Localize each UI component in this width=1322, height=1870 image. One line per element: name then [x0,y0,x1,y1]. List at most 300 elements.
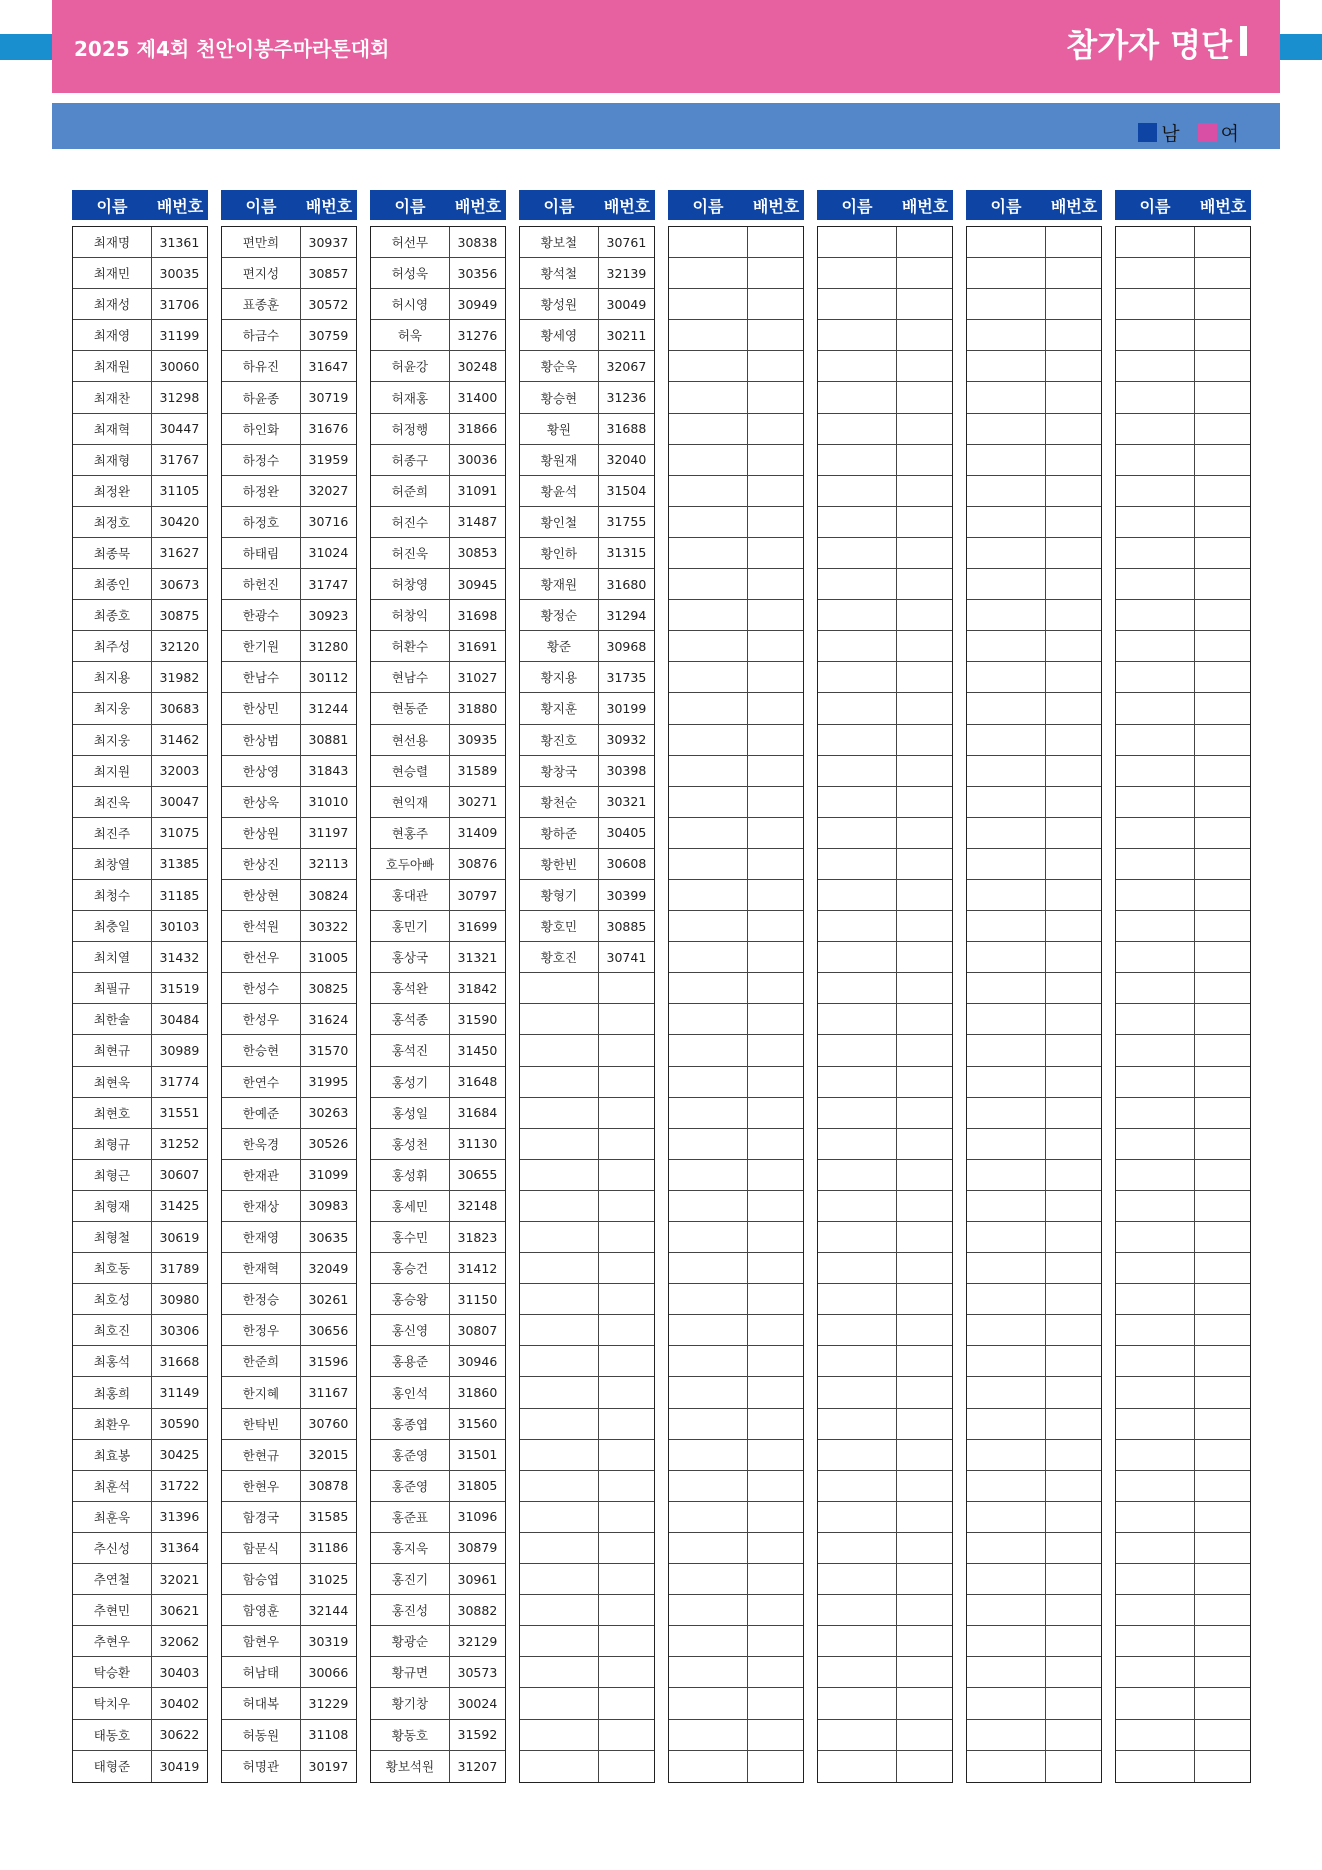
participant-name [967,787,1046,817]
bib-number [897,227,952,257]
table-row [669,1284,803,1315]
table-row [669,1440,803,1471]
bib-number [1046,662,1101,692]
bib-number [1195,1751,1250,1782]
participant-name [967,1720,1046,1750]
bib-number: 31185 [159,887,200,903]
table-row [967,1191,1101,1222]
participant-name [520,1346,599,1376]
bib-number: 30968 [606,638,647,654]
table-row [967,880,1101,911]
table-row [818,818,952,849]
table-row [967,1440,1101,1471]
participant-name [818,880,897,910]
table-row [818,538,952,569]
bib-number [897,569,952,599]
bib-number [599,973,654,1003]
participant-name [967,600,1046,630]
table-row [1116,414,1250,445]
participant-name [1116,1409,1195,1439]
bib-number: 30932 [606,732,647,748]
participant-name [1116,1222,1195,1252]
bib-number: 31027 [457,669,498,685]
table-row [669,600,803,631]
table-row [818,1098,952,1129]
table-row [967,942,1101,973]
bib-number: 31462 [159,732,200,748]
participant-name: 허환수 [371,631,450,661]
table-row [967,258,1101,289]
bib-number [897,1129,952,1159]
bib-number: 31252 [159,1136,200,1152]
table-row [967,818,1101,849]
table-row [669,973,803,1004]
table-row [669,351,803,382]
bib-number [1046,1533,1101,1563]
table-row [222,849,356,880]
bib-number: 31592 [457,1727,498,1743]
participant-name: 황기창 [371,1688,450,1718]
participant-name [1116,227,1195,257]
bib-number [748,973,803,1003]
table-row [371,1098,505,1129]
bib-number: 30399 [606,887,647,903]
column-body [668,226,804,1783]
table-row [222,880,356,911]
participant-name [1116,1098,1195,1128]
bib-number [599,1098,654,1128]
table-row [669,631,803,662]
participant-name: 최창열 [73,849,152,879]
table-row [669,227,803,258]
participant-name [1116,320,1195,350]
table-row [520,818,654,849]
participant-name [818,942,897,972]
table-row [1116,1377,1250,1408]
participant-name [669,849,748,879]
bib-number: 31767 [159,452,200,468]
table-row [967,1315,1101,1346]
bib-number: 31504 [606,483,647,499]
table-row [818,476,952,507]
participant-name: 하인화 [222,414,301,444]
bib-number [897,725,952,755]
participant-name [1116,725,1195,755]
table-row [371,1502,505,1533]
table-row [73,973,207,1004]
participant-name [818,476,897,506]
participant-name: 최지용 [73,662,152,692]
table-row [222,756,356,787]
table-row [818,1004,952,1035]
bib-number: 30103 [159,918,200,934]
participant-name: 함승엽 [222,1564,301,1594]
participant-name: 최재찬 [73,382,152,412]
bib-number: 30573 [457,1664,498,1680]
participant-name: 황규면 [371,1657,450,1687]
participant-name: 한현규 [222,1440,301,1470]
header-bib: 배번호 [752,196,800,216]
bib-number [897,1284,952,1314]
participant-name [967,631,1046,661]
table-row [222,1346,356,1377]
table-row [1116,351,1250,382]
header-bib: 배번호 [454,196,502,216]
bib-number: 30608 [606,856,647,872]
bib-number: 31364 [159,1540,200,1556]
participant-name: 추연철 [73,1564,152,1594]
bib-number [1046,1222,1101,1252]
table-row [73,1409,207,1440]
bib-number: 30797 [457,887,498,903]
bib-number: 32148 [457,1198,498,1214]
bib-number [748,1440,803,1470]
table-row [1116,1440,1250,1471]
table-row [967,476,1101,507]
participant-name [967,569,1046,599]
bib-number [599,1315,654,1345]
bib-number [897,1502,952,1532]
table-row [73,1346,207,1377]
table-row [669,258,803,289]
table-row [520,725,654,756]
table-row [371,414,505,445]
participant-name: 최형철 [73,1222,152,1252]
event-title: 2025 제4회 천안이봉주마라톤대회 [74,37,390,61]
table-row [520,1284,654,1315]
table-row [967,1377,1101,1408]
table-row [73,849,207,880]
participant-name: 현익재 [371,787,450,817]
table-row [669,1004,803,1035]
participant-name [967,1160,1046,1190]
table-row [967,1688,1101,1719]
table-row [222,1191,356,1222]
participant-name: 홍진성 [371,1595,450,1625]
participant-name [669,1751,748,1782]
bib-number: 31647 [308,358,349,374]
participant-name: 허진욱 [371,538,450,568]
participant-name: 최청수 [73,880,152,910]
column-body [817,226,953,1783]
table-row [73,911,207,942]
table-row [669,1657,803,1688]
participant-name: 최형재 [73,1191,152,1221]
table-row [818,1471,952,1502]
table-row [520,227,654,258]
participant-name [967,725,1046,755]
participant-name [520,1191,599,1221]
participant-name [967,1533,1046,1563]
participant-name: 홍성기 [371,1067,450,1097]
table-row [371,507,505,538]
participant-name [967,911,1046,941]
participant-name [818,1502,897,1532]
table-row [1116,1315,1250,1346]
participant-name: 허동원 [222,1720,301,1750]
participant-name [818,1688,897,1718]
bib-number: 31197 [308,825,349,841]
table-row [222,631,356,662]
bib-number: 30049 [606,296,647,312]
table-row [1116,1626,1250,1657]
bib-number [897,1409,952,1439]
table-row [222,1471,356,1502]
participant-name: 황원 [520,414,599,444]
bib-number: 32067 [606,358,647,374]
table-row [520,942,654,973]
table-column-1 [72,190,208,1783]
bib-number [599,1471,654,1501]
participant-name: 허정행 [371,414,450,444]
participant-name: 한광수 [222,600,301,630]
table-row [371,693,505,724]
participant-name [669,1129,748,1159]
participant-name [669,1564,748,1594]
participant-name: 황형기 [520,880,599,910]
bib-number [1195,1253,1250,1283]
table-row [222,1502,356,1533]
bib-number: 31589 [457,763,498,779]
bib-number [897,1377,952,1407]
participant-name: 한예준 [222,1098,301,1128]
bib-number [1046,849,1101,879]
table-row [669,1533,803,1564]
participant-name [967,351,1046,381]
table-row [818,693,952,724]
participant-name [669,1284,748,1314]
bib-number: 30761 [606,234,647,250]
table-row [967,756,1101,787]
participant-name [967,1284,1046,1314]
bib-number [1195,693,1250,723]
bib-number [748,1346,803,1376]
table-row [669,569,803,600]
table-row [669,1191,803,1222]
table-row [818,600,952,631]
bib-number: 31698 [457,607,498,623]
participant-name [967,756,1046,786]
table-row [967,600,1101,631]
table-row [371,1595,505,1626]
title-bar-mark [1240,26,1247,56]
table-row [1116,1191,1250,1222]
header-bib: 배번호 [1199,196,1247,216]
bib-number: 30619 [159,1229,200,1245]
bib-number [897,787,952,817]
column-body [519,226,655,1783]
participant-name: 한지혜 [222,1377,301,1407]
participant-name [967,1191,1046,1221]
bib-number [1046,1315,1101,1345]
participant-name: 최재혁 [73,414,152,444]
bib-number [1195,1409,1250,1439]
bib-number [897,911,952,941]
participant-name [967,880,1046,910]
table-row [818,631,952,662]
participant-name [818,1067,897,1097]
table-row [967,1502,1101,1533]
participant-name [967,1222,1046,1252]
bib-number: 30885 [606,918,647,934]
participant-name: 황진호 [520,725,599,755]
header-bib: 배번호 [305,196,353,216]
bib-number [1195,1440,1250,1470]
participant-name: 최재성 [73,289,152,319]
column-header [370,190,506,220]
table-row [371,445,505,476]
participant-name [1116,1067,1195,1097]
bib-number [1195,1191,1250,1221]
table-row [371,1160,505,1191]
bib-number [599,1129,654,1159]
table-row [73,414,207,445]
bib-number: 30271 [457,794,498,810]
bib-number [599,1533,654,1563]
bib-number [748,693,803,723]
participant-name [520,1440,599,1470]
table-row [818,507,952,538]
participant-name [967,445,1046,475]
bib-number [748,382,803,412]
participant-name [1116,1035,1195,1065]
table-row [520,849,654,880]
table-row [520,600,654,631]
table-row [73,1222,207,1253]
bib-number: 32062 [159,1633,200,1649]
participant-name [1116,756,1195,786]
table-row [73,1160,207,1191]
table-row [520,1253,654,1284]
table-row [371,351,505,382]
participant-name [818,227,897,257]
participant-name [818,289,897,319]
bib-number [1046,725,1101,755]
table-row [73,289,207,320]
bib-number [599,1657,654,1687]
bib-number [748,1688,803,1718]
participant-name: 황한빈 [520,849,599,879]
bib-number [599,1284,654,1314]
participant-name [818,1160,897,1190]
bib-number: 31699 [457,918,498,934]
bib-number: 32139 [606,265,647,281]
table-row [967,631,1101,662]
bib-number: 30306 [159,1322,200,1338]
participant-name [1116,973,1195,1003]
header-name: 이름 [394,196,426,216]
bib-number [897,600,952,630]
bib-number: 31551 [159,1105,200,1121]
table-row [371,1067,505,1098]
table-row [669,1160,803,1191]
table-row [222,414,356,445]
bib-number [897,538,952,568]
bib-number: 31842 [457,980,498,996]
table-row [967,1595,1101,1626]
bib-number [897,849,952,879]
participant-name [520,1129,599,1159]
bib-number [1046,258,1101,288]
table-row [371,631,505,662]
table-row [371,1533,505,1564]
bib-number [1195,1160,1250,1190]
table-row [669,414,803,445]
bib-number: 31207 [457,1758,498,1774]
bib-number: 32003 [159,763,200,779]
participant-name: 허창익 [371,600,450,630]
participant-name [1116,1533,1195,1563]
table-row [73,1471,207,1502]
bib-number: 30945 [457,576,498,592]
participant-name [818,1533,897,1563]
table-row [222,1657,356,1688]
bib-number [897,662,952,692]
table-row [222,942,356,973]
bib-number: 30989 [159,1042,200,1058]
bib-number [748,1284,803,1314]
table-row [967,1657,1101,1688]
table-row [222,1440,356,1471]
participant-name: 최현규 [73,1035,152,1065]
table-row [818,569,952,600]
table-column-2 [221,190,357,1783]
table-row [222,1377,356,1408]
table-row [222,258,356,289]
bib-number [748,600,803,630]
bib-number [748,1471,803,1501]
table-row [818,445,952,476]
table-row [669,725,803,756]
table-row [669,1564,803,1595]
bib-number [1195,1502,1250,1532]
table-row [222,351,356,382]
table-row [1116,1471,1250,1502]
bib-number: 31774 [159,1074,200,1090]
participant-name [669,1346,748,1376]
bib-number [748,538,803,568]
table-row [967,382,1101,413]
bib-number [1195,1720,1250,1750]
bib-number: 30655 [457,1167,498,1183]
participant-name: 홍진기 [371,1564,450,1594]
participant-name [520,1253,599,1283]
participant-name [967,1409,1046,1439]
bib-number [1046,1595,1101,1625]
bib-number [897,445,952,475]
bib-number: 31860 [457,1385,498,1401]
participant-name: 황천순 [520,787,599,817]
bib-number: 30716 [308,514,349,530]
table-row [669,1751,803,1782]
table-row [818,942,952,973]
table-row [967,1284,1101,1315]
participant-name [669,1191,748,1221]
bib-number: 30047 [159,794,200,810]
bib-number: 30398 [606,763,647,779]
legend-bar [52,103,1280,149]
participant-name: 한기원 [222,631,301,661]
bib-number [1195,849,1250,879]
participant-name: 현선용 [371,725,450,755]
participant-name: 한상욱 [222,787,301,817]
bib-number: 31624 [308,1011,349,1027]
table-row [967,414,1101,445]
participant-name [1116,1720,1195,1750]
bib-number: 30035 [159,265,200,281]
participant-name [1116,569,1195,599]
participant-name [967,227,1046,257]
